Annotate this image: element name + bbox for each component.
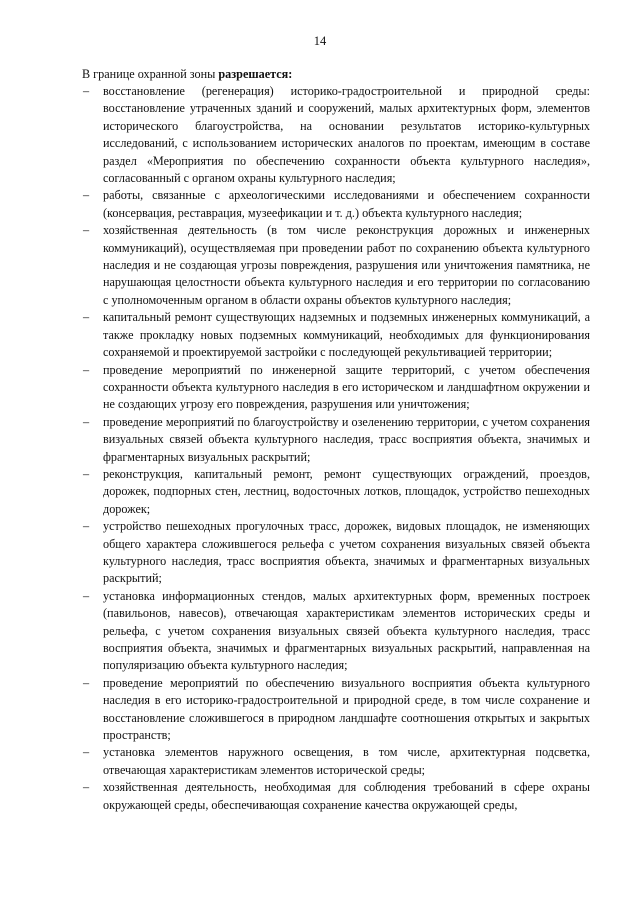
page-number: 14 xyxy=(313,34,327,48)
list-item xyxy=(0,779,640,814)
bullet-dash: – xyxy=(83,519,90,534)
list-item-text: проведение мероприятий по инженерной защите территорий, с учетом обеспечения сохранности объекта культурного наследия в его историческом и ландшафтном окружении и не создающих угрозу его повреждения, разрушения или уничтожения; xyxy=(103,362,590,412)
list-item xyxy=(0,83,640,187)
list-item-text: хозяйственная деятельность, необходимая для соблюдения требований в сфере охраны окружающей среды, обеспечивающая сохранение качества окружающей среды, xyxy=(103,780,590,812)
bullet-dash: – xyxy=(83,188,90,203)
list-item xyxy=(0,362,640,414)
list-item-text: работы, связанные с археологическими исследованиями и обеспечением сохранности (консервация, реставрация, музеефикации и т. д.) объекта культурного наследия; xyxy=(103,188,590,220)
bullet-dash: – xyxy=(83,223,90,238)
intro-emphasis: разрешается: xyxy=(218,67,293,81)
list-item-text: устройство пешеходных прогулочных трасс, дорожек, видовых площадок, не изменяющих общего характера сложившегося рельефа с учетом сохранения визуальных связей объекта культурного наследия, трасс восприятия объекта, значимых и фрагментарных визуальных раскрытий; xyxy=(103,519,590,586)
bullet-dash: – xyxy=(83,84,90,98)
list-item xyxy=(0,466,640,518)
section-intro xyxy=(82,66,592,83)
list-item-text: проведение мероприятий по обеспечению визуального восприятия объекта культурного наследия в его историко-градостроительной и природной среде, в том числе сохранение и восстановление сложившегося в природном ландшафте соотношения открытых и закрытых пространств; xyxy=(103,675,590,743)
list-item-text: хозяйственная деятельность (в том числе реконструкция дорожных и инженерных коммуникаций), осуществляемая при проведении работ по сохранению объекта культурного наследия и не создающая угрозы повреждения, разрушения или уничтожения памятника, не нарушающая целостности объекта культурного наследия и его территории по согласованию с уполномоченным органом в области охраны объектов культурного наследия; xyxy=(103,223,590,307)
list-item xyxy=(0,588,640,675)
list-item xyxy=(0,518,640,588)
list-item xyxy=(0,222,640,309)
list-item xyxy=(0,309,640,361)
list-item xyxy=(0,744,640,779)
list-item-text: капитальный ремонт существующих надземных и подземных инженерных коммуникаций, а также прокладку новых подземных коммуникаций, необходимых для функционирования сохраняемой и проектируемой застройки с последующей рекультивацией территории; xyxy=(103,310,590,360)
bullet-dash: – xyxy=(83,414,90,429)
bullet-dash: – xyxy=(83,675,90,690)
bullet-dash: – xyxy=(83,310,90,325)
list-item-text: установка элементов наружного освещения, в том числе, архитектурная подсветка, отвечающая характеристикам элементов исторической среды; xyxy=(103,745,590,777)
bullet-dash: – xyxy=(83,780,90,795)
list-item-text: проведение мероприятий по благоустройству и озеленению территории, с учетом сохранения визуальных связей объекта культурного наследия, трасс восприятия объекта, значимых и фрагментарных визуальных раскрытий; xyxy=(103,414,590,464)
bullet-dash: – xyxy=(83,588,90,603)
list-item xyxy=(0,187,640,222)
list-item-text: восстановление (регенерация) историко-градостроительной и природной среды: восстановление утраченных зданий и сооружений, малых архитектурных форм, элементов исторического благоустройства, на основании результатов историко-культурных исследований, с использованием исторических аналогов по проектам, имеющим в составе раздел «Мероприятия по обеспечению сохранности объекта культурного наследия», согласованный с органом охраны культурного наследия; xyxy=(103,84,590,186)
list-item xyxy=(0,675,640,745)
list-item-text: реконструкция, капитальный ремонт, ремонт существующих ограждений, проездов, дорожек, подпорных стен, лестниц, водосточных лотков, площадок, устройство пешеходных дорожек; xyxy=(103,466,590,516)
list-item xyxy=(0,414,640,466)
bullet-dash: – xyxy=(83,362,90,377)
permitted-works-list xyxy=(0,83,640,814)
intro-text: В границе охранной зоны xyxy=(82,67,219,81)
bullet-dash: – xyxy=(83,466,90,481)
bullet-dash: – xyxy=(83,745,90,760)
list-item-text: установка информационных стендов, малых архитектурных форм, временных построек (павильонов, навесов), отвечающая характеристикам элементов исторических среды и рельефа, с учетом сохранения визуальных связей объекта культурного наследия, трасс восприятия объекта, значимых и фрагментарных визуальных раскрытий, направленная на популяризацию объекта культурного наследия; xyxy=(103,588,590,673)
